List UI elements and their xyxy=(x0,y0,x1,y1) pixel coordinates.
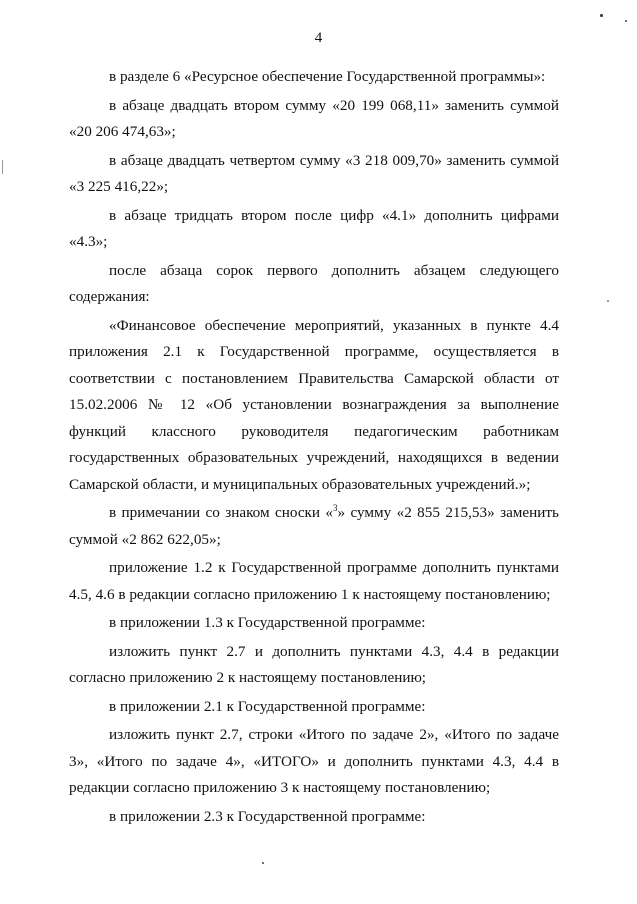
scan-speck xyxy=(625,20,627,22)
paragraph-11: в приложении 2.1 к Государственной программе: xyxy=(109,697,426,715)
document-body xyxy=(69,64,559,830)
paragraph-10: изложить пункт 2.7 и дополнить пунктами 4.3, 4.4 в редакции согласно приложению 2 к настоящему постановлению; xyxy=(69,642,559,686)
footnote-superscript: 3 xyxy=(333,502,338,513)
paragraph-7-before: в примечании со знаком сноски « xyxy=(109,504,334,521)
paragraph-1: в разделе 6 «Ресурсное обеспечение Государственной программы»: xyxy=(109,68,546,85)
paragraph-13: в приложении 2.3 к Государственной программе: xyxy=(109,807,426,825)
paragraph-4: в абзаце тридцать втором после цифр «4.1» дополнить цифрами «4.3»; xyxy=(69,206,559,250)
paragraph-5: после абзаца сорок первого дополнить абзацем следующего содержания: xyxy=(69,261,559,305)
paragraph-3: в абзаце двадцать четвертом сумму «3 218 009,70» заменить суммой «3 225 416,22»; xyxy=(69,151,559,195)
page-number: 4 xyxy=(314,30,323,46)
scan-speck xyxy=(2,160,3,174)
paragraph-9: в приложении 1.3 к Государственной программе: xyxy=(109,614,426,631)
scan-speck xyxy=(600,14,603,17)
paragraph-7-after: » сумму «2 855 215,53» заменить суммой «2 862 622,05»; xyxy=(69,504,559,548)
paragraph-12: изложить пункт 2.7, строки «Итого по задаче 2», «Итого по задаче 3», «Итого по задаче 4», «ИТОГО» и дополнить пунктами 4.3, 4.4 в редакции согласно приложению 3 к настоящему постановлению; xyxy=(69,726,559,796)
paragraph-8: приложение 1.2 к Государственной программе дополнить пунктами 4.5, 4.6 в редакции согласно приложению 1 к настоящему постановлению; xyxy=(69,559,559,603)
paragraph-7 xyxy=(69,500,559,553)
scan-speck xyxy=(262,862,264,864)
paragraph-6: «Финансовое обеспечение мероприятий, указанных в пункте 4.4 приложения 2.1 к Государственной программе, осуществляется в соответствии с постановлением Правительства Самарской области от 15.02.2006 № 12 «Об установлении вознаграждения за выполнение функций классного руководителя педагогическим работникам государственных образовательных учреждений, находящихся в ведении Самарской области, и муниципальных образовательных учреждений.»; xyxy=(69,316,559,493)
scan-speck xyxy=(607,300,609,302)
paragraph-2: в абзаце двадцать втором сумму «20 199 068,11» заменить суммой «20 206 474,63»; xyxy=(69,96,559,140)
